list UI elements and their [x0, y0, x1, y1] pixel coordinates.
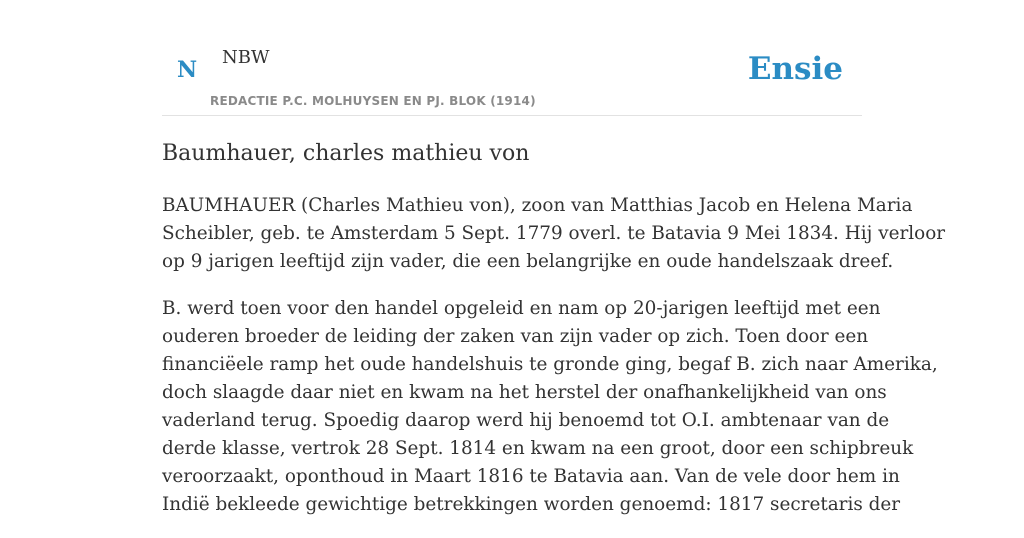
text-line: B. werd toen voor den handel opgeleid en nam op 20-jarigen leeftijd met een	[162, 298, 881, 319]
page-title: Baumhauer, charles mathieu von	[162, 141, 530, 166]
text-line: op 9 jarigen leeftijd zijn vader, die een belangrijke en oude handelszaak dreef.	[162, 251, 894, 272]
text-line: financiëele ramp het oude handelshuis te gronde ging, begaf B. zich naar Amerika,	[162, 354, 938, 375]
paragraph	[162, 192, 946, 276]
text-line: doch slaagde daar niet en kwam na het herstel der onafhankelijkheid van ons	[162, 382, 887, 403]
text-line: derde klasse, vertrok 28 Sept. 1814 en kwam na een groot, door een schipbreuk	[162, 438, 914, 459]
source-logo-icon[interactable]: N	[177, 57, 198, 83]
ensie-logo[interactable]: Ensie	[747, 51, 843, 87]
text-line: ouderen broeder de leiding der zaken van zijn vader op zich. Toen door een	[162, 326, 869, 347]
text-line: vaderland terug. Spoedig daarop werd hij benoemd tot O.I. ambtenaar van de	[162, 410, 890, 431]
header	[162, 0, 862, 116]
text-line: veroorzaakt, oponthoud in Maart 1816 te Batavia aan. Van de vele door hem in	[162, 466, 900, 487]
source-editors: REDACTIE P.C. MOLHUYSEN EN PJ. BLOK (1914)	[210, 94, 536, 108]
text-line: Indië bekleede gewichtige betrekkingen worden genoemd: 1817 secretaris der	[162, 494, 901, 515]
source-name[interactable]: NBW	[222, 47, 270, 68]
article-body	[162, 192, 946, 538]
text-line: BAUMHAUER (Charles Mathieu von), zoon van Matthias Jacob en Helena Maria	[162, 195, 913, 216]
paragraph	[162, 295, 938, 519]
text-line: Scheibler, geb. te Amsterdam 5 Sept. 1779 overl. te Batavia 9 Mei 1834. Hij verloor	[162, 223, 946, 244]
article-page	[162, 0, 946, 515]
